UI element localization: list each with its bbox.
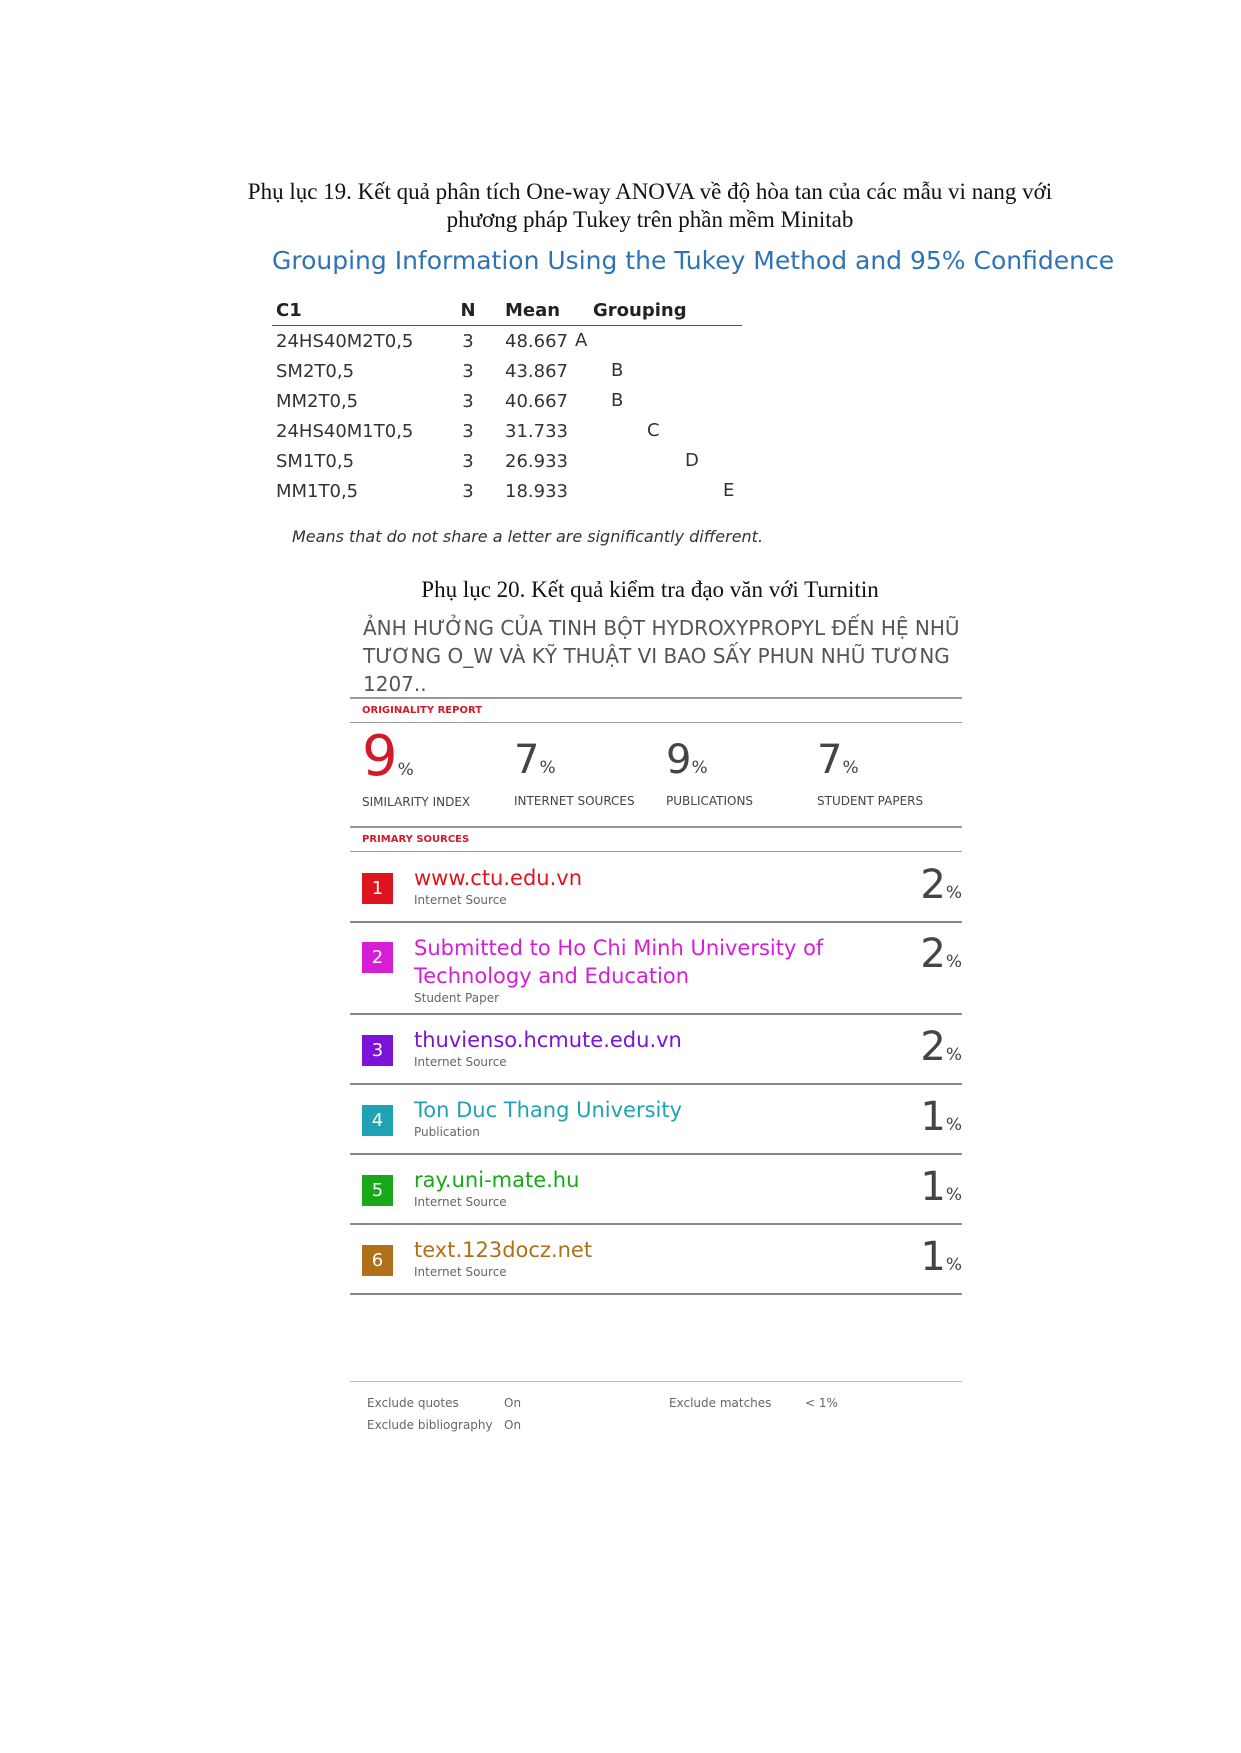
similarity-index-label: SIMILARITY INDEX — [362, 795, 471, 809]
cell-c1: SM1T0,5 — [276, 450, 355, 472]
internet-sources-label: INTERNET SOURCES — [514, 794, 635, 808]
percent-sign: % — [945, 883, 962, 903]
similarity-index-stat — [362, 724, 522, 809]
tukey-title: Grouping Information Using the Tukey Method and 95% Confidence — [272, 246, 1115, 275]
cell-mean: 26.933 — [505, 450, 568, 472]
percent-sign: % — [691, 758, 708, 778]
doc-title-line-1: ẢNH HƯỞNG CỦA TINH BỘT HYDROXYPROPYL ĐẾN HỆ NHŨ — [363, 616, 960, 640]
source-type: Internet Source — [414, 893, 507, 907]
header-grouping: Grouping — [589, 298, 742, 326]
cell-n: 3 — [462, 480, 474, 502]
source-number-badge: 5 — [362, 1175, 393, 1206]
appendix-19-caption — [200, 178, 1100, 234]
source-row-2 — [350, 922, 962, 1014]
exclude-matches-value: < 1% — [805, 1396, 838, 1410]
table-row — [272, 356, 742, 386]
source-number-badge: 6 — [362, 1245, 393, 1276]
cell-n: 3 — [462, 450, 474, 472]
primary-sources-label: PRIMARY SOURCES — [362, 834, 470, 845]
internet-sources-value: 7 — [514, 737, 540, 783]
table-row — [272, 326, 742, 357]
source-percent: 2 — [920, 862, 946, 908]
source-name: thuvienso.hcmute.edu.vn — [414, 1028, 682, 1052]
percent-sign: % — [397, 760, 414, 780]
internet-sources-stat — [514, 736, 674, 808]
publications-value: 9 — [666, 737, 692, 783]
originality-report-label: ORIGINALITY REPORT — [362, 705, 483, 716]
source-row-6 — [350, 1224, 962, 1294]
cell-group: C — [647, 420, 660, 441]
table-row — [272, 446, 742, 476]
cell-n: 3 — [462, 330, 474, 352]
cell-mean: 31.733 — [505, 420, 568, 442]
source-type: Internet Source — [414, 1195, 507, 1209]
exclude-bibliography-label: Exclude bibliography — [367, 1418, 493, 1432]
percent-sign: % — [945, 1255, 962, 1275]
exclude-matches-label: Exclude matches — [669, 1396, 772, 1410]
source-percent: 2 — [920, 931, 946, 977]
source-name: Submitted to Ho Chi Minh University of — [414, 936, 824, 960]
source-name-line-2: Technology and Education — [414, 964, 690, 988]
cell-c1: 24HS40M1T0,5 — [276, 420, 414, 442]
cell-group: B — [611, 360, 624, 381]
caption-line-1: Phụ lục 19. Kết quả phân tích One-way ANOVA về độ hòa tan của các mẫu vi nang với — [247, 179, 1053, 204]
source-name: www.ctu.edu.vn — [414, 866, 583, 890]
source-number-badge: 4 — [362, 1105, 393, 1136]
stats-divider — [350, 826, 962, 828]
source-row-1 — [350, 852, 962, 922]
cell-group: B — [611, 390, 624, 411]
source-number-badge: 1 — [362, 873, 393, 904]
cell-group: A — [575, 330, 588, 351]
source-row-5 — [350, 1154, 962, 1224]
source-name: Ton Duc Thang University — [414, 1098, 683, 1122]
cell-c1: SM2T0,5 — [276, 360, 355, 382]
originality-divider — [350, 722, 962, 723]
table-row — [272, 416, 742, 446]
cell-n: 3 — [462, 420, 474, 442]
cell-c1: MM1T0,5 — [276, 480, 359, 502]
student-papers-stat — [817, 736, 977, 808]
row-divider — [350, 1293, 962, 1295]
cell-mean: 43.867 — [505, 360, 568, 382]
title-divider — [350, 697, 962, 699]
publications-label: PUBLICATIONS — [666, 794, 754, 808]
source-percent: 1 — [920, 1234, 946, 1280]
cell-mean: 18.933 — [505, 480, 568, 502]
header-mean: Mean — [491, 298, 589, 326]
percent-sign: % — [945, 952, 962, 972]
settings-divider — [350, 1381, 962, 1382]
source-row-3 — [350, 1014, 962, 1084]
tukey-note: Means that do not share a letter are significantly different. — [292, 527, 764, 546]
grouping-table — [272, 298, 742, 506]
student-papers-label: STUDENT PAPERS — [817, 794, 924, 808]
cell-mean: 40.667 — [505, 390, 568, 412]
table-row — [272, 386, 742, 416]
appendix-20-caption: Phụ lục 20. Kết quả kiểm tra đạo văn với Turnitin — [421, 577, 879, 602]
similarity-index-value: 9 — [362, 724, 398, 789]
cell-mean: 48.667 — [505, 330, 568, 352]
source-type: Internet Source — [414, 1055, 507, 1069]
turnitin-document-title — [363, 614, 963, 698]
cell-n: 3 — [462, 360, 474, 382]
source-row-4 — [350, 1084, 962, 1154]
source-name: text.123docz.net — [414, 1238, 593, 1262]
cell-group: E — [723, 480, 735, 501]
percent-sign: % — [945, 1045, 962, 1065]
source-type: Publication — [414, 1125, 480, 1139]
publications-stat — [666, 736, 826, 808]
doc-title-line-2: TƯƠNG O_W VÀ KỸ THUẬT VI BAO SẤY PHUN NHŨ TƯƠNG — [363, 644, 950, 668]
source-name: ray.uni-mate.hu — [414, 1168, 580, 1192]
source-percent: 1 — [920, 1094, 946, 1140]
exclude-quotes-label: Exclude quotes — [367, 1396, 459, 1410]
percent-sign: % — [842, 758, 859, 778]
source-percent: 2 — [920, 1024, 946, 1070]
source-number-badge: 3 — [362, 1035, 393, 1066]
cell-n: 3 — [462, 390, 474, 412]
exclude-quotes-value: On — [504, 1396, 522, 1410]
exclude-bibliography-value: On — [504, 1418, 522, 1432]
header-c1: C1 — [272, 298, 445, 326]
table-row — [272, 476, 742, 506]
header-n: N — [445, 298, 491, 326]
source-percent: 1 — [920, 1164, 946, 1210]
table-header-row — [272, 298, 742, 326]
student-papers-value: 7 — [817, 737, 843, 783]
source-type: Internet Source — [414, 1265, 507, 1279]
cell-c1: 24HS40M2T0,5 — [276, 330, 414, 352]
source-type: Student Paper — [414, 991, 500, 1005]
percent-sign: % — [539, 758, 556, 778]
source-number-badge: 2 — [362, 942, 393, 973]
percent-sign: % — [945, 1115, 962, 1135]
cell-c1: MM2T0,5 — [276, 390, 359, 412]
doc-title-line-3: 1207.. — [363, 672, 427, 696]
caption-line-2: phương pháp Tukey trên phần mềm Minitab — [446, 207, 854, 232]
percent-sign: % — [945, 1185, 962, 1205]
cell-group: D — [685, 450, 699, 471]
